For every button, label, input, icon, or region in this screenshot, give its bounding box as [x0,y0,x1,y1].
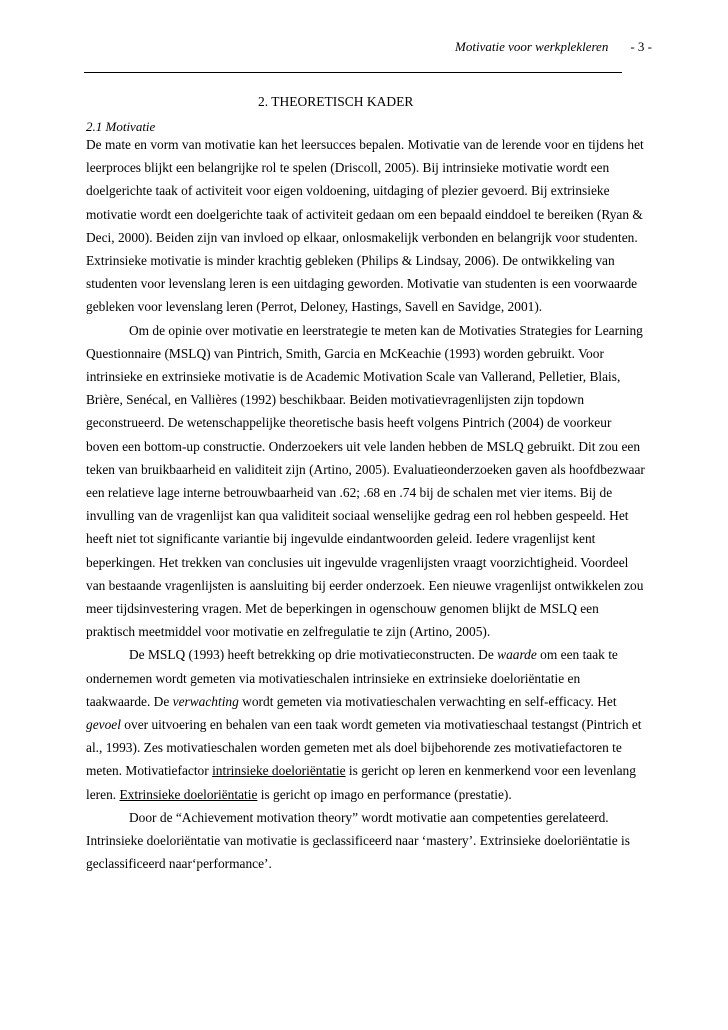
chapter-heading: 2. THEORETISCH KADER [258,94,414,109]
paragraph-3-text-6: is gericht op imago en performance (prestatie). [257,786,512,802]
paragraph-3-text-4: over uitvoering en behalen van een taak wordt gemeten via motivatieschaal testangst (Pintrich et al., 1993). Zes motivatieschalen worden gemeten met als doel bijbehorende zes motivatiefactoren te meten. Motivatiefactor [86,717,642,779]
running-header [0,39,652,55]
paragraph-3-text-3: wordt gemeten via motivatieschalen verwachting en self-efficacy. Het [238,693,617,709]
section-heading: 2.1 Motivatie [86,119,156,134]
paragraph-1: De mate en vorm van motivatie kan het leersucces bepalen. Motivatie van de lerende voor en tijdens het leerproces blijkt een belangrijke rol te spelen (Driscoll, 2005). Bij intrinsieke motivatie wordt een doelgerichte taak of activiteit voor eigen voldoening, uitdaging of plezier gevoerd. Bij extrinsieke motivatie wordt een doelgerichte taak of activiteit gedaan om een bepaald einddoel te bereiken (Ryan & Deci, 2000). Beiden zijn van invloed op elkaar, onlosmakelijk verbonden en belangrijk voor studenten. Extrinsieke motivatie is minder krachtig gebleken (Philips & Lindsay, 2006). De ontwikkeling van studenten voor levenslang leren is een uitdaging geworden. Motivatie van studenten is een voorwaarde gebleken voor levenslang leren (Perrot, Deloney, Hastings, Savell en Savidge, 2001). [86,137,644,315]
header-divider [84,72,622,73]
running-title: Motivatie voor werkplekleren [455,39,609,54]
paragraph-2: Om de opinie over motivatie en leerstrategie te meten kan de Motivaties Strategies for Learning Questionnaire (MSLQ) van Pintrich, Smith, Garcia en McKeachie (1993) worden gebruikt. Voor intrinsieke en extrinsieke motivatie is de Academic Motivation Scale van Vallerand, Pelletier, Blais, Brière, Senécal, en Vallières (1992) beschikbaar. Beiden motivatievragenlijsten zijn topdown geconstrueerd. De wetenschappelijke theoretische basis heeft volgens Pintrich (2004) de voorkeur boven een bottom-up constructie. Onderzoekers uit vele landen hebben de MSLQ gebruikt. Dit zou een teken van bruikbaarheid en validiteit zijn (Artino, 2005). Evaluatieonderzoeken gaven als hoofdbezwaar een relatieve lage interne betrouwbaarheid van .62; .68 en .74 bij de schalen met vier items. Bij de invulling van de vragenlijst kan qua validiteit sociaal wenselijke gedrag een rol hebben gespeeld. Het heeft niet tot significante variantie bij ingevulde eindantwoorden geleid. Iedere vragenlijst kent beperkingen. Het trekken van conclusies uit ingevulde vragenlijsten vraagt voorzichtigheid. Voordeel van bestaande vragenlijsten is aansluiting bij eerder onderzoek. Een nieuwe vragenlijst ontwikkelen zou meer tijdsinvestering vragen. Met de beperkingen in ogenschouw genomen blijkt de MSLQ een praktisch meetmiddel voor motivatie en zelfregulatie te zijn (Artino, 2005). [86,322,645,640]
paragraph-3-text-5: is gericht op leren en kenmerkend voor een levenlang leren. [86,763,636,802]
paragraph-3-text-1: De MSLQ (1993) heeft betrekking op drie motivatieconstructen. De [129,647,498,663]
term-waarde: waarde [497,647,537,663]
term-extrinsieke-doelorientatie: Extrinsieke doeloriëntatie [119,786,258,802]
paragraph-3-text-2: om een taak te ondernemen wordt gemeten via motivatieschalen intrinsieke en extrinsieke doeloriëntatie en taakwaarde. De [86,647,618,709]
body-text [86,133,646,876]
term-gevoel: gevoel [86,717,121,733]
term-intrinsieke-doelorientatie: intrinsieke doeloriëntatie [212,763,346,779]
term-verwachting: verwachting [172,693,239,709]
paragraph-4: Door de “Achievement motivation theory” wordt motivatie aan competenties gerelateerd. Intrinsieke doeloriëntatie van motivatie is geclassificeerd naar ‘mastery’. Extrinsieke doeloriëntatie is geclassificeerd naar‘performance’. [86,809,630,872]
page-number: - 3 - [630,39,652,54]
paragraph-3 [86,643,646,805]
